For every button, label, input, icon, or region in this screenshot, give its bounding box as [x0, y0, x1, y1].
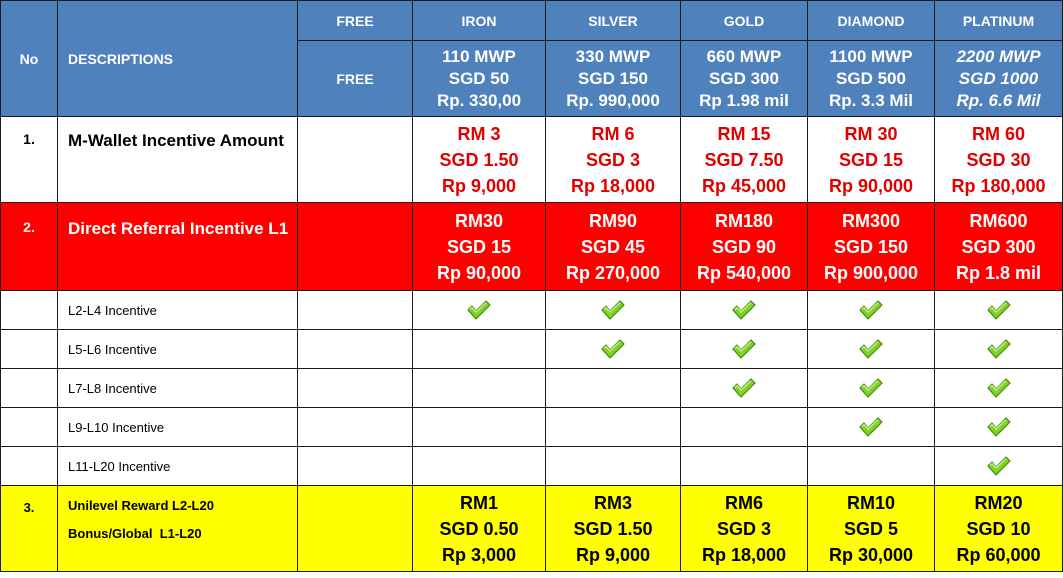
check-cell	[681, 447, 808, 486]
check-cell	[935, 369, 1063, 408]
amount-rp: Rp 90,000	[436, 262, 522, 283]
header-free-price: FREE	[298, 41, 413, 117]
header-tier-iron: IRON	[413, 1, 546, 41]
level-row	[1, 291, 1063, 330]
row-number	[1, 408, 58, 447]
tier-price-diamond	[808, 41, 935, 117]
tier-price-platinum	[935, 41, 1063, 117]
amount-sgd: SGD 90	[711, 236, 777, 257]
amount-sgd: SGD 7.50	[704, 149, 784, 170]
row-number	[1, 447, 58, 486]
amount-rm: RM 6	[591, 123, 635, 144]
checkmark-icon	[731, 379, 757, 396]
header-tier-platinum: PLATINUM	[935, 1, 1063, 41]
header-tier-gold: GOLD	[681, 1, 808, 41]
header-tier-diamond: DIAMOND	[808, 1, 935, 41]
check-cell	[681, 291, 808, 330]
price-rp: Rp 1.98 mil	[699, 90, 789, 110]
checkmark-icon	[600, 301, 626, 318]
free-cell	[298, 291, 413, 330]
price-sgd: SGD 150	[578, 68, 648, 88]
amount-rm: RM600	[969, 210, 1028, 231]
header-row-tier-names	[1, 1, 1063, 41]
amount-silver	[546, 117, 681, 203]
amount-sgd: SGD 300	[961, 236, 1036, 257]
check-cell	[808, 369, 935, 408]
level-label: L9-L10 Incentive	[58, 408, 298, 447]
price-sgd: SGD 500	[836, 68, 906, 88]
amount-iron	[413, 486, 546, 572]
level-label: L5-L6 Incentive	[58, 330, 298, 369]
amount-silver	[546, 203, 681, 291]
check-cell	[546, 291, 681, 330]
amount-rp: Rp 9,000	[575, 544, 651, 565]
amount-sgd: SGD 1.50	[439, 149, 519, 170]
amount-rm: RM300	[841, 210, 901, 231]
check-cell	[935, 447, 1063, 486]
amount-rm: RM30	[454, 210, 503, 231]
amount-sgd: SGD 30	[966, 149, 1031, 170]
amount-diamond	[808, 486, 935, 572]
price-rp: Rp. 990,000	[566, 90, 660, 110]
check-cell	[413, 447, 546, 486]
price-sgd: SGD 1000	[958, 68, 1039, 88]
checkmark-icon	[600, 340, 626, 357]
amount-rp: Rp 9,000	[441, 175, 517, 196]
amount-rp: Rp 45,000	[701, 175, 787, 196]
level-row	[1, 447, 1063, 486]
price-rp: Rp. 3.3 Mil	[828, 90, 914, 110]
checkmark-icon	[986, 301, 1012, 318]
free-cell	[298, 369, 413, 408]
row-label: M-Wallet Incentive Amount	[58, 117, 298, 203]
check-cell	[546, 369, 681, 408]
amount-gold	[681, 117, 808, 203]
amount-rm: RM20	[974, 492, 1023, 513]
free-cell	[298, 203, 413, 291]
row-number: 1.	[1, 117, 58, 203]
level-row	[1, 369, 1063, 408]
level-label: L11-L20 Incentive	[58, 447, 298, 486]
check-cell	[808, 408, 935, 447]
row-number	[1, 330, 58, 369]
amount-gold	[681, 486, 808, 572]
checkmark-icon	[986, 379, 1012, 396]
amount-rp: Rp 270,000	[565, 262, 661, 283]
check-cell	[935, 330, 1063, 369]
price-rp: Rp. 330,00	[436, 90, 522, 110]
check-cell	[681, 369, 808, 408]
amount-rm: RM1	[459, 492, 498, 513]
amount-rp: Rp 540,000	[696, 262, 792, 283]
header-no: No	[1, 1, 58, 117]
row-label: Direct Referral Incentive L1	[58, 203, 298, 291]
amount-sgd: SGD 15	[838, 149, 904, 170]
price-mwp: 110 MWP	[442, 46, 516, 66]
level-label: L2-L4 Incentive	[58, 291, 298, 330]
check-cell	[413, 369, 546, 408]
amount-sgd: SGD 15	[446, 236, 512, 257]
amount-diamond	[808, 203, 935, 291]
row-number	[1, 369, 58, 408]
amount-rp: Rp 3,000	[441, 544, 517, 565]
amount-rp: Rp 18,000	[701, 544, 787, 565]
amount-rm: RM3	[593, 492, 632, 513]
price-mwp: 2200 MWP	[956, 46, 1041, 66]
check-cell	[808, 291, 935, 330]
amount-sgd: SGD 0.50	[439, 518, 519, 539]
checkmark-icon	[986, 457, 1012, 474]
row-number: 3.	[1, 486, 58, 572]
amount-rp: Rp 1.8 mil	[955, 262, 1042, 283]
checkmark-icon	[986, 340, 1012, 357]
amount-iron	[413, 117, 546, 203]
unilevel-label-line2: Bonus/Global L1-L20	[68, 526, 202, 541]
price-mwp: 660 MWP	[706, 46, 782, 66]
row-number	[1, 291, 58, 330]
checkmark-icon	[858, 301, 884, 318]
check-cell	[808, 330, 935, 369]
amount-sgd: SGD 150	[833, 236, 909, 257]
amount-iron	[413, 203, 546, 291]
level-row	[1, 330, 1063, 369]
amount-platinum	[935, 486, 1063, 572]
check-cell	[935, 291, 1063, 330]
checkmark-icon	[731, 301, 757, 318]
check-cell	[413, 291, 546, 330]
amount-rm: RM 30	[844, 123, 898, 144]
checkmark-icon	[466, 301, 492, 318]
amount-rm: RM90	[588, 210, 637, 231]
tier-price-silver	[546, 41, 681, 117]
header-free-tier: FREE	[298, 1, 413, 41]
amount-diamond	[808, 117, 935, 203]
free-cell	[298, 408, 413, 447]
amount-sgd: SGD 5	[843, 518, 899, 539]
check-cell	[546, 447, 681, 486]
amount-rm: RM 3	[457, 123, 501, 144]
unilevel-label-line1: Unilevel Reward L2-L20	[68, 498, 214, 513]
free-cell	[298, 447, 413, 486]
row-direct-referral	[1, 203, 1063, 291]
check-cell	[413, 330, 546, 369]
price-rp: Rp. 6.6 Mil	[956, 90, 1041, 110]
check-cell	[413, 408, 546, 447]
checkmark-icon	[986, 418, 1012, 435]
checkmark-icon	[858, 340, 884, 357]
row-label	[58, 486, 298, 572]
price-sgd: SGD 300	[709, 68, 779, 88]
amount-rp: Rp 60,000	[956, 544, 1041, 565]
amount-sgd: SGD 3	[585, 149, 641, 170]
amount-rm: RM 15	[717, 123, 771, 144]
price-sgd: SGD 50	[448, 68, 510, 88]
amount-rm: RM 60	[971, 123, 1025, 144]
amount-platinum	[935, 203, 1063, 291]
level-label: L7-L8 Incentive	[58, 369, 298, 408]
header-tier-silver: SILVER	[546, 1, 681, 41]
tier-price-iron	[413, 41, 546, 117]
level-row	[1, 408, 1063, 447]
checkmark-icon	[731, 340, 757, 357]
tier-price-gold	[681, 41, 808, 117]
amount-rm: RM6	[724, 492, 763, 513]
check-cell	[935, 408, 1063, 447]
header-descriptions: DESCRIPTIONS	[58, 1, 298, 117]
price-mwp: 330 MWP	[575, 46, 651, 66]
row-unilevel	[1, 486, 1063, 572]
amount-rp: Rp 180,000	[951, 175, 1046, 196]
check-cell	[546, 330, 681, 369]
amount-sgd: SGD 1.50	[573, 518, 653, 539]
free-cell	[298, 486, 413, 572]
row-number: 2.	[1, 203, 58, 291]
amount-rp: Rp 18,000	[570, 175, 656, 196]
amount-sgd: SGD 3	[716, 518, 772, 539]
checkmark-icon	[858, 418, 884, 435]
check-cell	[681, 408, 808, 447]
check-cell	[546, 408, 681, 447]
amount-rp: Rp 30,000	[828, 544, 914, 565]
amount-silver	[546, 486, 681, 572]
row-m-wallet	[1, 117, 1063, 203]
amount-rp: Rp 900,000	[823, 262, 919, 283]
price-mwp: 1100 MWP	[829, 46, 913, 66]
check-cell	[808, 447, 935, 486]
amount-platinum	[935, 117, 1063, 203]
amount-sgd: SGD 10	[966, 518, 1031, 539]
free-cell	[298, 330, 413, 369]
amount-rp: Rp 90,000	[828, 175, 914, 196]
free-cell	[298, 117, 413, 203]
amount-sgd: SGD 45	[580, 236, 646, 257]
checkmark-icon	[858, 379, 884, 396]
amount-rm: RM180	[714, 210, 774, 231]
amount-gold	[681, 203, 808, 291]
check-cell	[681, 330, 808, 369]
amount-rm: RM10	[846, 492, 895, 513]
